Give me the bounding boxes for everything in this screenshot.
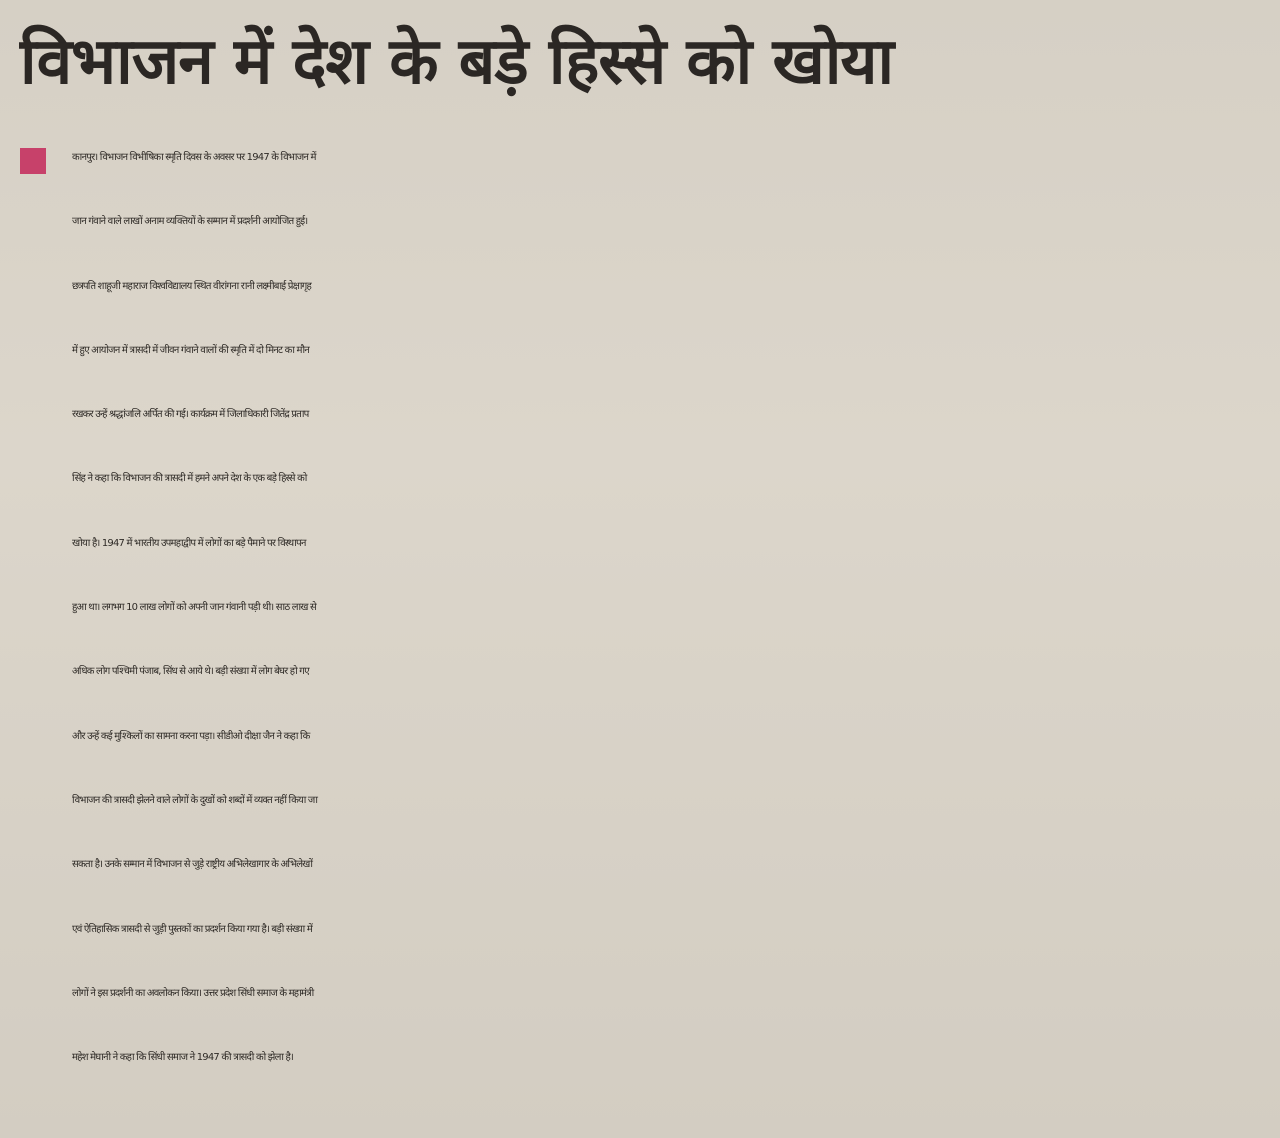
- article-line-3: छत्रपति शाहूजी महाराज विश्वविद्यालय स्थित वीरांगना रानी लक्ष्मीबाई प्रेक्षागृह: [72, 280, 311, 292]
- article-line-9: अधिक लोग पश्चिमी पंजाब, सिंध से आये थे। बड़ी संख्या में लोग बेघर हो गए: [72, 666, 309, 678]
- article-line-15: महेश मेघानी ने कहा कि सिंधी समाज ने 1947 की त्रासदी को झेला है।: [72, 1052, 294, 1064]
- headline: विभाजन में देश के बड़े हिस्से को खोया: [20, 25, 894, 99]
- article-line-1: कानपुर। विभाजन विभीषिका स्मृति दिवस के अवसर पर 1947 के विभाजन में: [72, 152, 316, 163]
- article-line-6: सिंह ने कहा कि विभाजन की त्रासदी में हमने अपने देश के एक बड़े हिस्से को: [72, 473, 307, 485]
- article-line-5: रखकर उन्हें श्रद्धांजलि अर्पित की गई। कार्यक्रम में जिलाधिकारी जितेंद्र प्रताप: [72, 409, 309, 421]
- article-line-8: हुआ था। लगभग 10 लाख लोगों को अपनी जान गंवानी पड़ी थी। साठ लाख से: [72, 602, 317, 614]
- article-body: [20, 126, 1262, 1090]
- article-line-10: और उन्हें कई मुश्किलों का सामना करना पड़ा। सीडीओ दीक्षा जैन ने कहा कि: [72, 730, 310, 742]
- article-line-13: एवं ऐतिहासिक त्रासदी से जुड़ी पुस्तकों का प्रदर्शन किया गया है। बड़ी संख्या में: [72, 923, 313, 935]
- article-line-2: जान गंवाने वाले लाखों अनाम व्यक्तियों के सम्मान में प्रदर्शनी आयोजित हुई।: [72, 216, 308, 228]
- article-line-4: में हुए आयोजन में त्रासदी में जीवन गंवाने वालों की स्मृति में दो मिनट का मौन: [72, 344, 310, 356]
- article-line-14: लोगों ने इस प्रदर्शनी का अवलोकन किया। उत्तर प्रदेश सिंधी समाज के महामंत्री: [72, 987, 314, 999]
- article-line-12: सकता है। उनके सम्मान में विभाजन से जुड़े राष्ट्रीय अभिलेखागार के अभिलेखों: [72, 859, 313, 871]
- article-line-11: विभाजन की त्रासदी झेलने वाले लोगों के दुखों को शब्दों में व्यक्त नहीं किया जा: [72, 794, 318, 806]
- bullet-square-icon: [20, 148, 46, 174]
- article-line-7: खोया है। 1947 में भारतीय उपमहाद्वीप में लोगों का बड़े पैमाने पर विस्थापन: [72, 537, 306, 549]
